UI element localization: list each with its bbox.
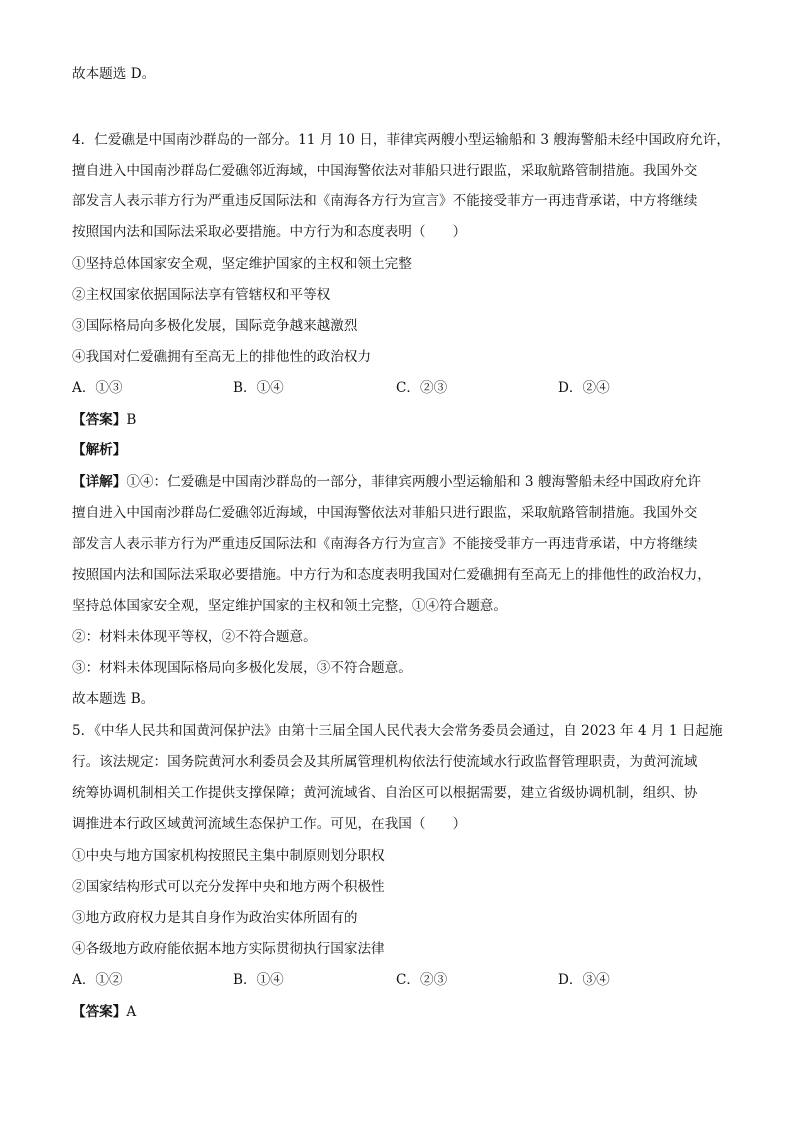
q4-stem-line-1: 4．仁爱礁是中国南沙群岛的一部分。11 月 10 日，菲律宾两艘小型运输船和 3 艘海警船未经中国政府允许， bbox=[72, 132, 731, 148]
q4-detail-line-4: 按照国内法和国际法采取必要措施。中方行为和态度表明我国对仁爱礁拥有至高无上的排他性的政治权力， bbox=[72, 567, 711, 583]
q5-statement-2: ②国家结构形式可以充分发挥中央和地方两个积极性 bbox=[72, 879, 385, 895]
q4-detail-line-6: ②：材料未体现平等权，②不符合题意。 bbox=[72, 629, 317, 645]
q4-detail-text-1: ①④：仁爱礁是中国南沙群岛的一部分，菲律宾两艘小型运输船和 3 艘海警船未经中国政府允许 bbox=[126, 474, 702, 490]
q5-option-d: D．③④ bbox=[558, 972, 610, 988]
q4-detail-line-5: 坚持总体国家安全观，坚定维护国家的主权和领土完整，①④符合题意。 bbox=[72, 598, 507, 614]
q4-detail-line-7: ③：材料未体现国际格局向多极化发展，③不符合题意。 bbox=[72, 660, 412, 676]
q5-option-b: B．①④ bbox=[233, 972, 284, 988]
q5-statement-4: ④各级地方政府能依据本地方实际贯彻执行国家法律 bbox=[72, 941, 385, 957]
q5-answer bbox=[72, 1002, 136, 1022]
q4-option-c: C．②③ bbox=[396, 380, 448, 396]
q5-option-a: A．①② bbox=[72, 972, 123, 988]
q4-detail-line-3: 部发言人表示菲方行为严重违反国际法和《南海各方行为宣言》不能接受菲方一再违背承诺，中方将继续 bbox=[72, 536, 698, 552]
q5-statement-1: ①中央与地方国家机构按照民主集中制原则划分职权 bbox=[72, 848, 385, 864]
q4-stem-line-3: 部发言人表示菲方行为严重违反国际法和《南海各方行为宣言》不能接受菲方一再违背承诺，中方将继续 bbox=[72, 193, 698, 209]
q4-detail-line-1 bbox=[72, 472, 701, 492]
q4-answer-value: B bbox=[126, 412, 137, 428]
q4-detail-line-2: 擅自进入中国南沙群岛仁爱礁邻近海域，中国海警依法对菲船只进行跟监，采取航路管制措施。我国外交 bbox=[72, 505, 698, 521]
q4-answer-tag: 【答案】 bbox=[72, 412, 127, 428]
q4-stem-line-4: 按照国内法和国际法采取必要措施。中方行为和态度表明（ ） bbox=[72, 224, 467, 240]
q4-option-a: A．①③ bbox=[72, 380, 123, 396]
q4-stem-line-2: 擅自进入中国南沙群岛仁爱礁邻近海域，中国海警依法对菲船只进行跟监，采取航路管制措施。我国外交 bbox=[72, 163, 698, 179]
q4-statement-4: ④我国对仁爱礁拥有至高无上的排他性的政治权力 bbox=[72, 349, 372, 365]
q5-stem-line-1: 5．《中华人民共和国黄河保护法》由第十三届全国人民代表大会常务委员会通过，自 2023 年 4 月 1 日起施 bbox=[72, 723, 723, 739]
q4-option-b: B．①④ bbox=[233, 380, 284, 396]
q5-answer-value: A bbox=[126, 1004, 137, 1020]
q5-stem-line-3: 统筹协调机制相关工作提供支撑保障；黄河流域省、自治区可以根据需要，建立省级协调机制，组织、协 bbox=[72, 785, 698, 801]
q5-stem-line-2: 行。该法规定：国务院黄河水利委员会及其所属管理机构依法行使流域水行政监督管理职责，为黄河流域 bbox=[72, 754, 698, 770]
q4-statement-1: ①坚持总体国家安全观，坚定维护国家的主权和领土完整 bbox=[72, 256, 412, 272]
q5-statement-3: ③地方政府权力是其自身作为政治实体所固有的 bbox=[72, 910, 358, 926]
q4-analysis-tag: 【解析】 bbox=[72, 442, 127, 458]
q5-option-c: C．②③ bbox=[396, 972, 448, 988]
q4-option-d: D．②④ bbox=[558, 380, 610, 396]
q5-stem-line-4: 调推进本行政区域黄河流域生态保护工作。可见，在我国（ ） bbox=[72, 816, 467, 832]
q4-statement-3: ③国际格局向多极化发展，国际竞争越来越激烈 bbox=[72, 318, 358, 334]
q4-detail-tag: 【详解】 bbox=[72, 474, 127, 490]
q4-detail-line-8: 故本题选 B。 bbox=[72, 691, 155, 707]
q5-answer-tag: 【答案】 bbox=[72, 1004, 127, 1020]
q4-statement-2: ②主权国家依据国际法享有管辖权和平等权 bbox=[72, 287, 331, 303]
q4-answer bbox=[72, 410, 136, 430]
prev-conclusion: 故本题选 D。 bbox=[72, 66, 156, 82]
